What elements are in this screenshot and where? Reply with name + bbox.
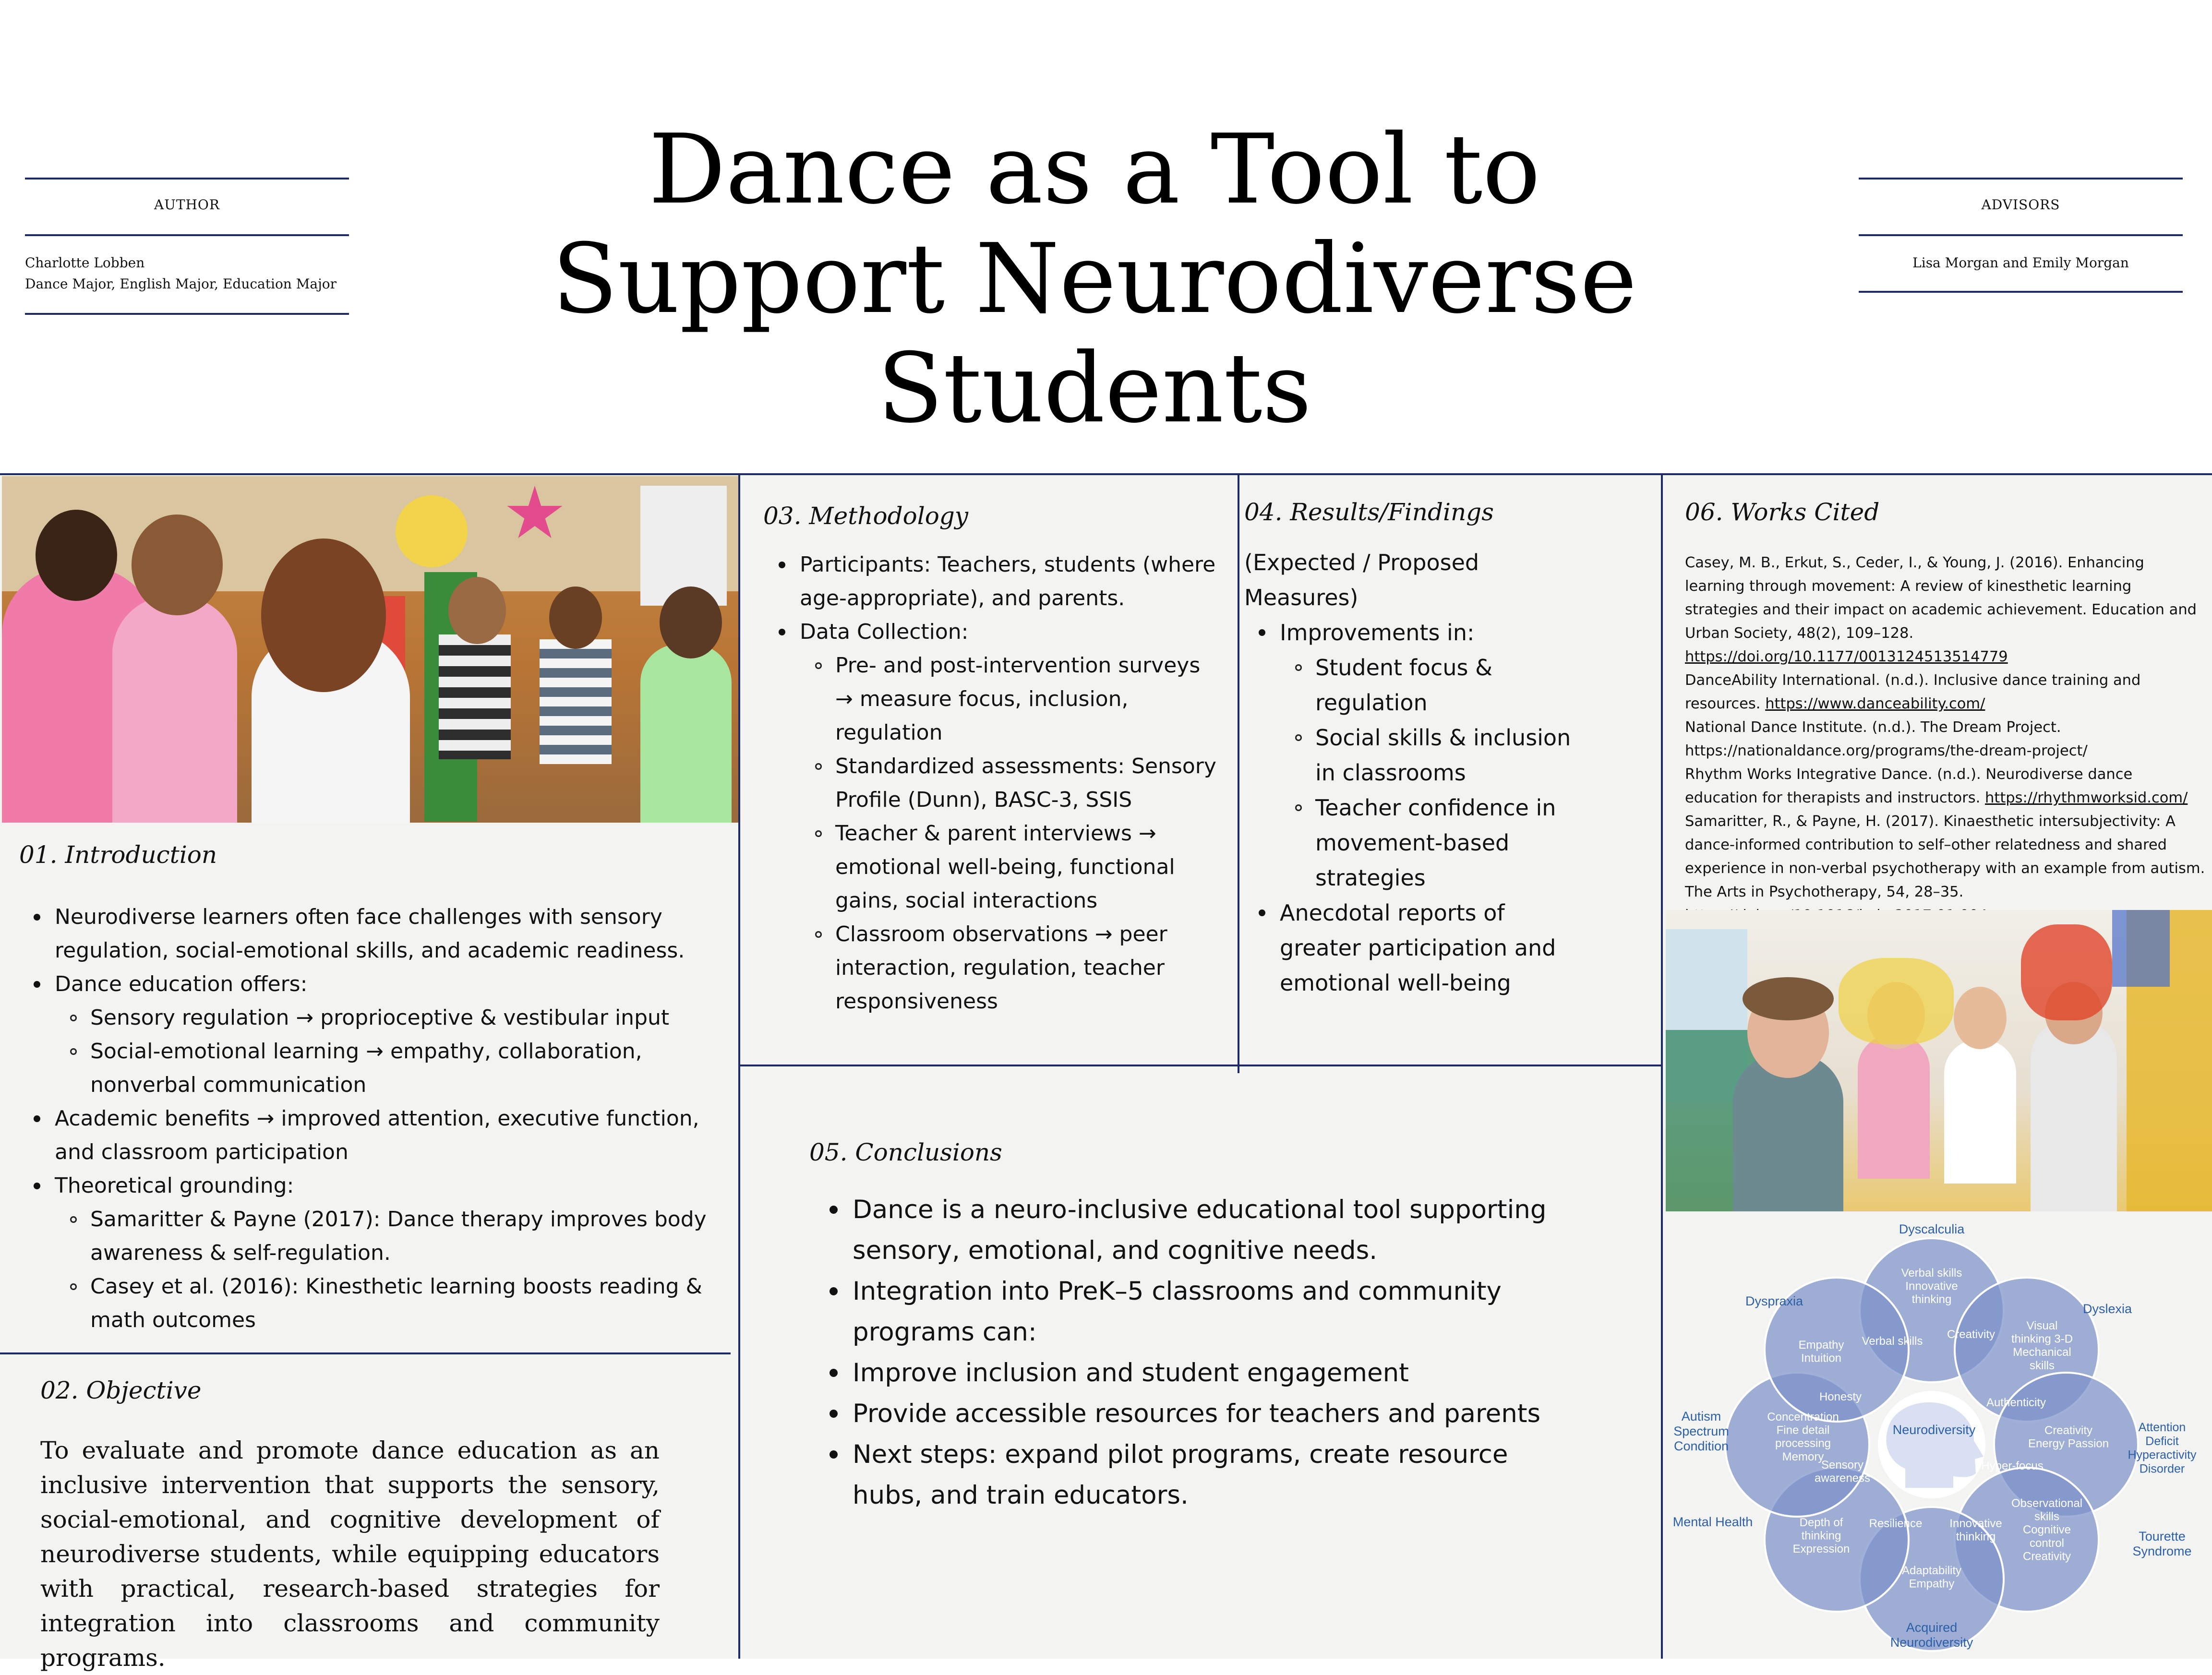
objective-title: 02. Objective xyxy=(40,1376,202,1404)
results-title: 04. Results/Findings xyxy=(1244,498,1494,526)
petal-text: Concentration Fine detail processing Memory xyxy=(1767,1411,1839,1463)
outer-label: Tourette Syndrome xyxy=(2132,1529,2192,1559)
scarf-dance-photo xyxy=(1666,910,2212,1211)
list-item: Integration into PreK–5 classrooms and community programs can: xyxy=(809,1271,1577,1352)
list-item: Teacher & parent interviews → emotional well-being, functional gains, social interactions xyxy=(764,817,1220,918)
neurodiversity-diagram xyxy=(1663,1219,2212,1659)
reference-link[interactable]: https://rhythmworksid.com/ xyxy=(1985,790,2188,806)
author-label: AUTHOR xyxy=(154,197,220,213)
reference: DanceAbility International. (n.d.). Inclusive dance training and resources. https://www.danceability.com/ xyxy=(1685,672,2141,712)
methodology-title: 03. Methodology xyxy=(763,502,969,530)
list-item: Dance education offers: xyxy=(19,968,720,1001)
list-item: Provide accessible resources for teachers and parents xyxy=(809,1393,1577,1434)
list-item: Teacher confidence in movement-based strategies xyxy=(1244,790,1590,896)
list-item: Standardized assessments: Sensory Profile (Dunn), BASC-3, SSIS xyxy=(764,750,1220,817)
petal-text: Visual thinking 3-D Mechanical skills xyxy=(2011,1319,2073,1372)
conclusions-list xyxy=(809,1189,1577,1516)
list-item: Samaritter & Payne (2017): Dance therapy improves body awareness & self-regulation. xyxy=(19,1203,720,1270)
petal-text: Depth of thinking Expression xyxy=(1792,1516,1850,1556)
list-item: Academic benefits → improved attention, executive function, and classroom participation xyxy=(19,1102,720,1169)
outer-label: Dyslexia xyxy=(2082,1302,2132,1316)
list-item: Sensory regulation → proprioceptive & vestibular input xyxy=(19,1001,720,1035)
author-block xyxy=(25,252,337,295)
outer-label: Acquired Neurodiversity xyxy=(1890,1620,1973,1650)
list-item: Casey et al. (2016): Kinesthetic learning boosts reading & math outcomes xyxy=(19,1270,720,1337)
list-item: Pre- and post-intervention surveys → measure focus, inclusion, regulation xyxy=(764,649,1220,750)
reference-link[interactable]: https://doi.org/10.1177/0013124513514779 xyxy=(1685,648,2008,665)
list-item: Dance is a neuro-inclusive educational tool supporting sensory, emotional, and cognitive needs. xyxy=(809,1189,1577,1271)
introduction-list xyxy=(19,900,720,1337)
reference: National Dance Institute. (n.d.). The Dream Project. https://nationaldance.org/programs/the-dream-project/ xyxy=(1685,719,2088,759)
author-name: Charlotte Lobben xyxy=(25,255,145,271)
outer-label: Dyscalculia xyxy=(1899,1222,1965,1236)
petal-text: Verbal skills Innovative thinking xyxy=(1901,1267,1962,1306)
introduction-title: 01. Introduction xyxy=(19,841,217,869)
classroom-dance-photo xyxy=(2,476,738,823)
list-item: Classroom observations → peer interaction, regulation, teacher responsiveness xyxy=(764,918,1220,1018)
outer-label: Mental Health xyxy=(1672,1515,1753,1529)
objective-text: To evaluate and promote dance education as an inclusive intervention that supports the sensory, social-emotional, and cognitive development of neurodiverse students, while equipping educators with practical, research-based strategies for integration into classrooms and community programs. xyxy=(40,1436,660,1672)
petal-text: Adaptability Empathy xyxy=(1901,1564,1962,1591)
outer-label: Attention Deficit Hyperactivity Disorder xyxy=(2128,1421,2197,1476)
advisors-names: Lisa Morgan and Emily Morgan xyxy=(1912,255,2129,271)
title-line-2: Support Neurodiverse Students xyxy=(552,223,1637,444)
inner-text: Hyper-focus xyxy=(1981,1460,2044,1472)
works-cited-title: 06. Works Cited xyxy=(1685,498,1880,526)
reference: Rhythm Works Integrative Dance. (n.d.). Neurodiverse dance education for therapists and instructors. https://rhythmworksid.com/ xyxy=(1685,766,2188,806)
outer-label: Autism Spectrum Condition xyxy=(1673,1409,1729,1454)
outer-label: Dyspraxia xyxy=(1745,1294,1803,1308)
works-cited-list xyxy=(1685,551,2208,927)
petal-text: Empathy Intuition xyxy=(1798,1339,1844,1365)
results-intro: (Expected / Proposed Measures) xyxy=(1244,550,1479,610)
methodology-list xyxy=(764,548,1220,1018)
inner-text: Sensory awareness xyxy=(1814,1459,1871,1485)
inner-text: Creativity xyxy=(1947,1328,1996,1341)
conclusions-title: 05. Conclusions xyxy=(809,1138,1002,1166)
title-line-1: Dance as a Tool to xyxy=(649,114,1540,226)
list-item: Neurodiverse learners often face challenges with sensory regulation, social-emotional skills, and academic readiness. xyxy=(19,900,720,968)
list-item: Data Collection: xyxy=(764,615,1220,649)
poster-title xyxy=(336,115,1853,443)
list-item: Anecdotal reports of greater participation and emotional well-being xyxy=(1244,896,1590,1001)
list-item: Next steps: expand pilot programs, create resource hubs, and train educators. xyxy=(809,1434,1577,1516)
petal-text: Creativity Energy Passion xyxy=(2028,1424,2109,1450)
list-item: Improvements in: xyxy=(1244,615,1590,650)
reference: Casey, M. B., Erkut, S., Ceder, I., & Young, J. (2016). Enhancing learning through movement: A review of kinesthetic learning strategies and their impact on academic achievement. Education and Urban Society, 48(2), 109–128. https://doi.org/10.1177/0013124513514779 xyxy=(1685,554,2197,665)
author-majors: Dance Major, English Major, Education Major xyxy=(25,276,337,292)
list-item: Social skills & inclusion in classrooms xyxy=(1244,720,1590,790)
list-item: Social-emotional learning → empathy, collaboration, nonverbal communication xyxy=(19,1035,720,1102)
inner-text: Resilience xyxy=(1869,1517,1923,1530)
reference: Samaritter, R., & Payne, H. (2017). Kinaesthetic intersubjectivity: A dance-informed contribution to self–other relatedness and shared experience in non-verbal psychotherapy with an example from autism. The Arts in Psychotherapy, 54, 28–35. xyxy=(1685,810,2208,927)
inner-text: Authenticity xyxy=(1986,1396,2046,1409)
inner-text: Innovative thinking xyxy=(1949,1517,2002,1543)
results-list xyxy=(1244,615,1590,1001)
reference-link[interactable]: https://www.danceability.com/ xyxy=(1765,695,1985,712)
petal-text: Observational skills Cognitive control Creativity xyxy=(2011,1497,2083,1563)
inner-text: Honesty xyxy=(1819,1390,1862,1403)
list-item: Theoretical grounding: xyxy=(19,1169,720,1203)
list-item: Improve inclusion and student engagement xyxy=(809,1352,1577,1393)
list-item: Participants: Teachers, students (where age-appropriate), and parents. xyxy=(764,548,1220,615)
inner-text: Verbal skills xyxy=(1862,1335,1923,1348)
diagram-center: Neurodiversity xyxy=(1892,1423,1976,1437)
advisors-label: ADVISORS xyxy=(1981,197,2060,213)
list-item: Student focus & regulation xyxy=(1244,650,1590,720)
